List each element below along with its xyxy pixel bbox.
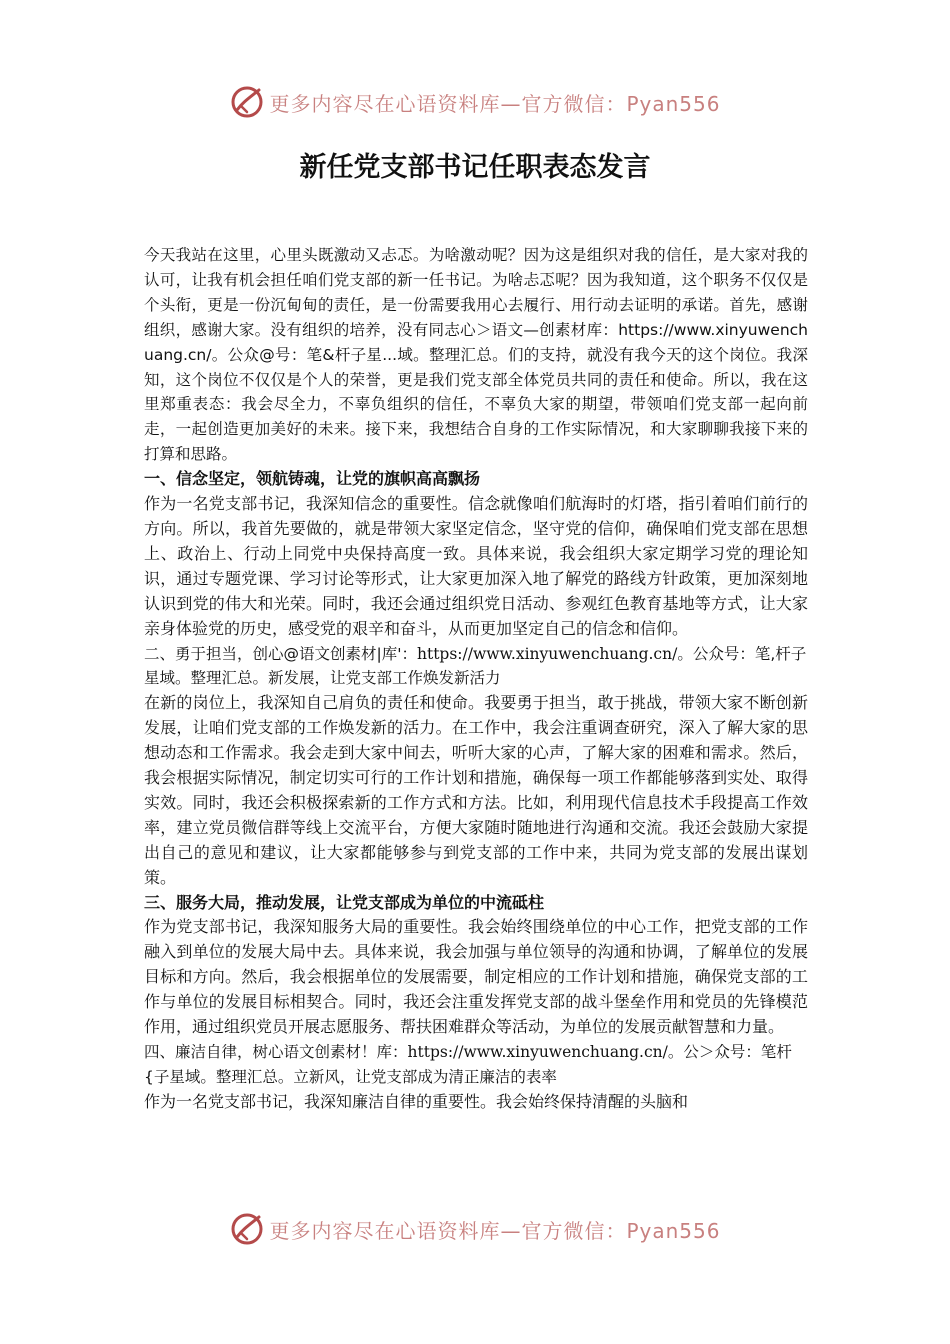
document-body bbox=[144, 243, 808, 1115]
section-heading-4-url: https://www.xinyuwenchuang.cn/ bbox=[407, 1043, 668, 1061]
pen-swirl-logo-icon bbox=[229, 1211, 265, 1247]
section-heading-4 bbox=[144, 1040, 808, 1090]
section-heading-2-post: 。公众号：笔,杆子星域。整理汇总。新发展，让党支部工作焕发新活力 bbox=[144, 644, 807, 688]
section-heading-1: 一、信念坚定，领航铸魂，让党的旗帜高高飘扬 bbox=[144, 469, 481, 489]
page-title: 新任党支部书记任职表态发言 bbox=[299, 152, 651, 183]
section-body-1: 作为一名党支部书记，我深知信念的重要性。信念就像咱们航海时的灯塔，指引着咱们前行的方向。所以，我首先要做的，就是带领大家坚定信念，坚守党的信仰，确保咱们党支部在思想上、政治上、行动上同党中央保持高度一致。具体来说，我会组织大家定期学习党的理论知识，通过专题党课、学习讨论等形式，让大家更加深入地了解党的路线方针政策，更加深刻地认识到党的伟大和光荣。同时，我还会通过组织党日活动、参观红色教育基地等方式，让大家亲身体验党的历史，感受党的艰辛和奋斗，从而更加坚定自己的信念和信仰。 bbox=[144, 494, 808, 638]
section-body-3: 作为党支部书记，我深知服务大局的重要性。我会始终围绕单位的中心工作，把党支部的工作融入到单位的发展大局中去。具体来说，我会加强与单位领导的沟通和协调，了解单位的发展目标和方向。然后，我会根据单位的发展需要，制定相应的工作计划和措施，确保党支部的工作与单位的发展目标相契合。同时，我还会注重发挥党支部的战斗堡垒作用和党员的先锋模范作用，通过组织党员开展志愿服务、帮扶困难群众等活动，为单位的发展贡献智慧和力量。 bbox=[144, 917, 808, 1037]
section-heading-2-pre: 二、勇于担当，创心@语文创素材|库'： bbox=[144, 644, 417, 663]
section-heading-4-pre: 四、廉洁自律，树心语文创素材！库： bbox=[144, 1043, 408, 1061]
intro-paragraph: 今天我站在这里，心里头既激动又忐忑。为啥激动呢？因为这是组织对我的信任，是大家对我的认可，让我有机会担任咱们党支部的新一任书记。为啥忐忑呢？因为我知道，这个职务不仅仅是个头衔，更是一份沉甸甸的责任，是一份需要我用心去履行、用行动去证明的承诺。首先，感谢组织，感谢大家。没有组织的培养，没有同志心＞语文—创素材库：https://www.xinyuwenchuang.cn/。公众@号：笔&杆子星...域。整理汇总。们的支持，就没有我今天的这个岗位。我深知，这个岗位不仅仅是个人的荣誉，更是我们党支部全体党员共同的责任和使命。所以，我在这里郑重表态：我会尽全力，不辜负组织的信任，不辜负大家的期望，带领咱们党支部一起向前走，一起创造更加美好的未来。接下来，我想结合自身的工作实际情况，和大家聊聊我接下来的打算和思路。 bbox=[144, 246, 808, 464]
section-heading-4-post: 。公＞众号：笔杆{子星域。整理汇总。立新风，让党支部成为清正廉洁的表率 bbox=[144, 1043, 792, 1086]
header-banner bbox=[0, 80, 950, 124]
footer-banner bbox=[0, 1207, 950, 1251]
section-heading-2-url: https://www.xinyuwenchuang.cn/ bbox=[416, 644, 678, 663]
section-body-2: 在新的岗位上，我深知自己肩负的责任和使命。我要勇于担当，敢于挑战，带领大家不断创新发展，让咱们党支部的工作焕发新的活力。在工作中，我会注重调查研究，深入了解大家的思想动态和工作需求。我会走到大家中间去，听听大家的心声，了解大家的困难和需求。然后，我会根据实际情况，制定切实可行的工作计划和措施，确保每一项工作都能够落到实处、取得实效。同时，我还会积极探索新的工作方式和方法。比如，利用现代信息技术手段提高工作效率，建立党员微信群等线上交流平台，方便大家随时随地进行沟通和交流。我还会鼓励大家提出自己的意见和建议，让大家都能够参与到党支部的工作中来，共同为党支部的发展出谋划策。 bbox=[144, 693, 808, 887]
section-heading-3: 三、服务大局，推动发展，让党支部成为单位的中流砥柱 bbox=[144, 892, 545, 912]
section-body-4: 作为一名党支部书记，我深知廉洁自律的重要性。我会始终保持清醒的头脑和 bbox=[144, 1091, 689, 1111]
banner-text: 更多内容尽在心语资料库—官方微信：Pyan556 bbox=[269, 1218, 721, 1243]
section-heading-2 bbox=[144, 642, 808, 692]
banner-text: 更多内容尽在心语资料库—官方微信：Pyan556 bbox=[269, 91, 721, 116]
pen-swirl-logo-icon bbox=[229, 84, 265, 120]
